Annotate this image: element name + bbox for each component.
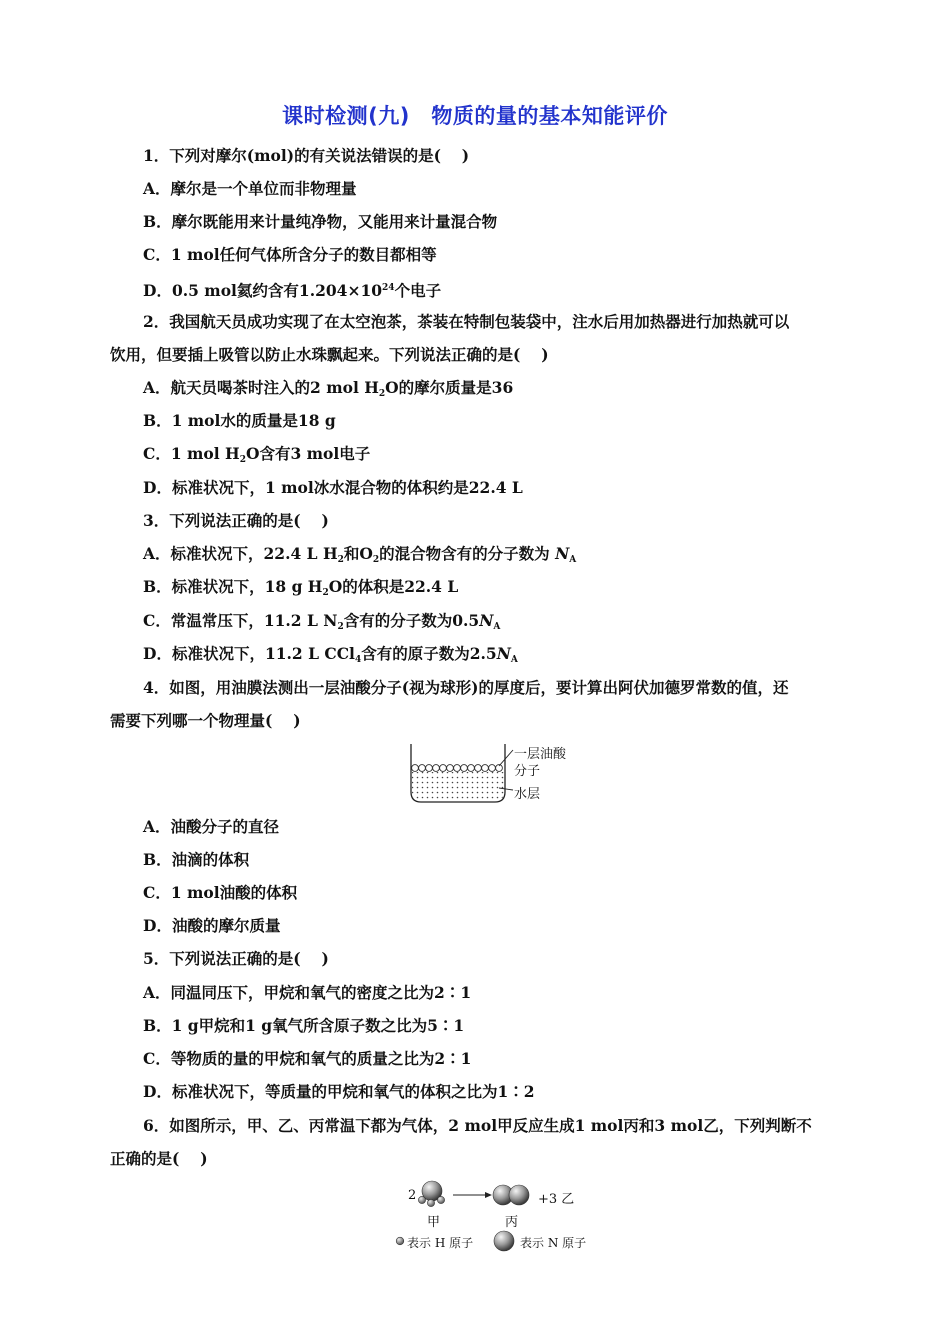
q1-option-d: D．0.5 mol氦约含有$1.204\times 10^{24}$个电子 xyxy=(143,281,442,300)
reaction-coefficient: 2 xyxy=(408,1188,417,1203)
q2-option-d: D．标准状况下，1 mol冰水混合物的体积约是22.4 L xyxy=(143,478,523,497)
q3-option-d: D．标准状况下，11.2 L CCl$_4$含有的原子数为$2.5N_A$ xyxy=(143,644,518,665)
q6-stem-line2: 正确的是( ) xyxy=(110,1149,208,1168)
oil-film-diagram xyxy=(405,740,515,806)
water-layer xyxy=(412,772,504,801)
q4-option-d: D．油酸的摩尔质量 xyxy=(143,916,281,935)
q4-option-a: A．油酸分子的直径 xyxy=(143,817,280,836)
q4-stem-line2: 需要下列哪一个物理量( ) xyxy=(110,711,301,730)
oil-molecule-layer xyxy=(412,765,503,772)
fig-label-molecule: 分子 xyxy=(514,764,541,779)
q4-option-b: B．油滴的体积 xyxy=(143,850,250,869)
q1-stem: 1．下列对摩尔(mol)的有关说法错误的是( ) xyxy=(143,146,470,165)
legend-h-text: 表示 H 原子 xyxy=(407,1236,474,1250)
q3-stem: 3．下列说法正确的是( ) xyxy=(143,511,329,530)
q2-stem-line2: 饮用，但要插上吸管以防止水珠飘起来。下列说法正确的是( ) xyxy=(110,345,549,364)
q3-option-b: B．标准状况下，18 g $H_2O$的体积是22.4 L xyxy=(143,577,459,598)
q3-option-c: C．常温常压下，11.2 L $N_2$含有的分子数为$0.5N_A$ xyxy=(143,611,501,632)
q5-option-c: C．等物质的量的甲烷和氧气的质量之比为2∶1 xyxy=(143,1049,472,1068)
label-bing: 丙 xyxy=(505,1215,519,1230)
legend-h-atom xyxy=(394,1235,406,1247)
q4-stem-line1: 4．如图，用油膜法测出一层油酸分子(视为球形)的厚度后，要计算出阿伏加德罗常数的值，还 xyxy=(143,678,789,697)
q2-stem-line1: 2．我国航天员成功实现了在太空泡茶，茶装在特制包装袋中，注水后用加热器进行加热就可以 xyxy=(143,312,790,331)
q5-option-a: A．同温同压下，甲烷和氧气的密度之比为2∶1 xyxy=(143,983,472,1002)
fig-label-water: 水层 xyxy=(514,787,541,802)
legend-n-atom xyxy=(494,1231,514,1251)
fig-label-oil-layer: 一层油酸 xyxy=(514,747,567,762)
q1-option-a: A．摩尔是一个单位而非物理量 xyxy=(143,179,357,198)
q2-option-b: B．1 mol水的质量是18 g xyxy=(143,411,336,430)
q6-stem-line1: 6．如图所示，甲、乙、丙常温下都为气体，2 mol甲反应生成1 mol丙和3 mol乙，下列判断不 xyxy=(143,1116,812,1135)
q5-option-d: D．标准状况下，等质量的甲烷和氧气的体积之比为1∶2 xyxy=(143,1082,535,1101)
q5-stem: 5．下列说法正确的是( ) xyxy=(143,949,329,968)
q2-option-a: A．航天员喝茶时注入的2 mol $H_2O$的摩尔质量是36 xyxy=(143,378,514,399)
q4-option-c: C．1 mol油酸的体积 xyxy=(143,883,298,902)
molecule-jia xyxy=(418,1181,444,1207)
legend-n-text: 表示 N 原子 xyxy=(520,1236,587,1250)
q1-option-c: C．1 mol任何气体所含分子的数目都相等 xyxy=(143,245,437,264)
q2-option-c: C．1 mol $H_2O$含有3 mol电子 xyxy=(143,444,371,465)
q5-option-b: B．1 g甲烷和1 g氧气所含原子数之比为5∶1 xyxy=(143,1016,465,1035)
product-coefficient: +3 乙 xyxy=(538,1192,575,1207)
q1-option-b: B．摩尔既能用来计量纯净物，又能用来计量混合物 xyxy=(143,212,498,231)
q3-option-a: A．标准状况下，22.4 L $H_2$和$O_2$的混合物含有的分子数为 $N_A$ xyxy=(143,544,577,565)
molecule-bing xyxy=(493,1185,529,1205)
label-jia: 甲 xyxy=(427,1215,441,1230)
page-title: 课时检测(九) 物质的量的基本知能评价 xyxy=(282,104,668,128)
